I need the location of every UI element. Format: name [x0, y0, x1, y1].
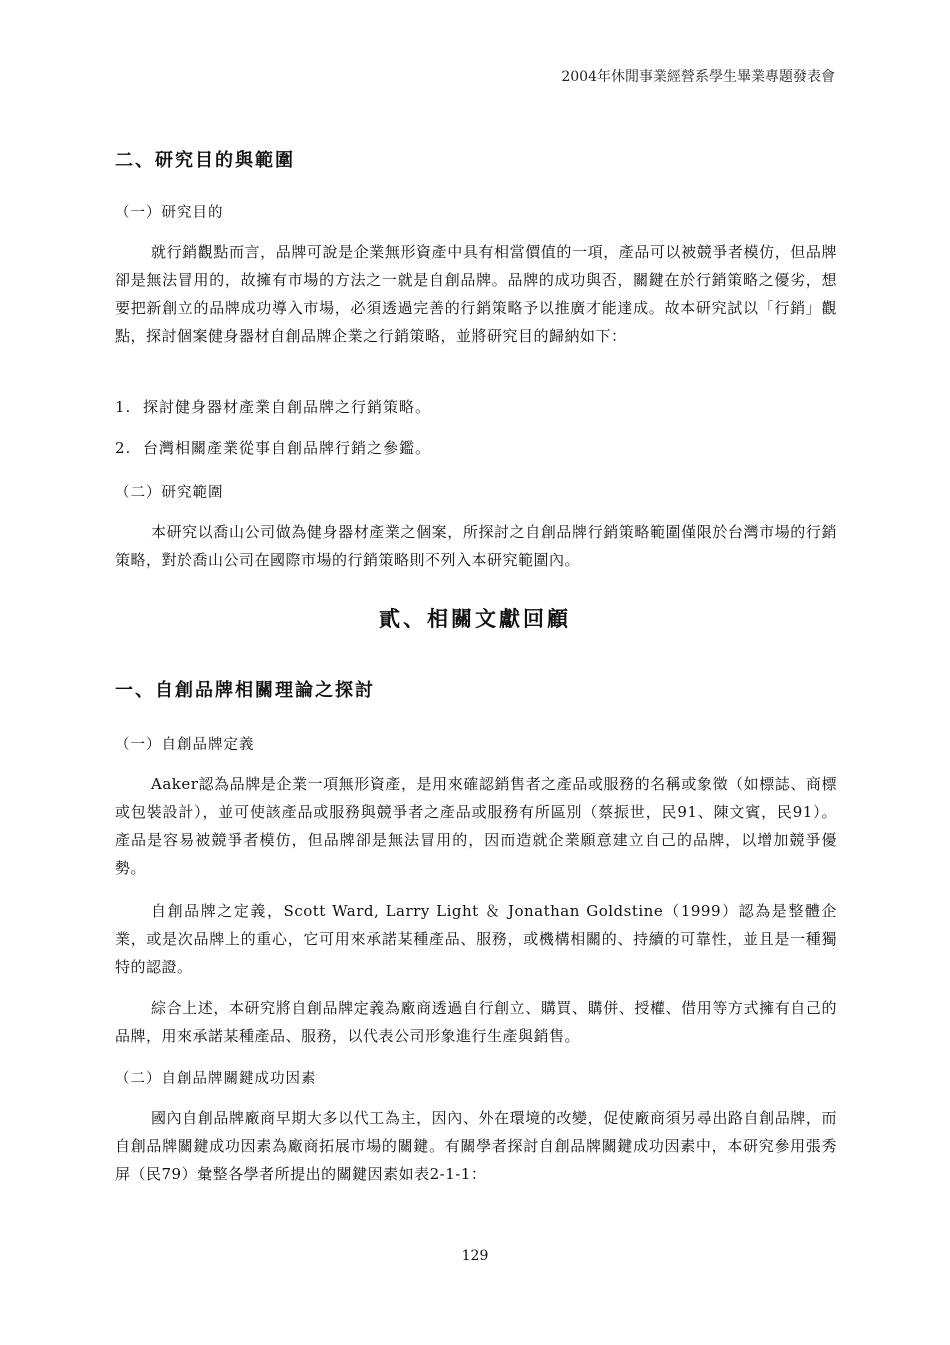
paragraph-brand-definition-2: 自創品牌之定義，Scott Ward, Larry Light ＆ Jonathan Goldstine（1999）認為是整體企業，或是次品牌上的重心，它可用來承諾某種產品、服務，或機構相關的、持續的可靠性，並且是一種獨特的認證。 — [115, 902, 837, 976]
subheading-brand-definition: （一）自創品牌定義 — [115, 737, 255, 753]
chapter-heading-literature-review: 貳、相關文獻回顧 — [379, 606, 571, 631]
paragraph-research-scope: 本研究以喬山公司做為健身器材產業之個案，所探討之自創品牌行銷策略範圍僅限於台灣市場的行銷策略，對於喬山公司在國際市場的行銷策略則不列入本研究範圍內。 — [115, 523, 837, 569]
subheading-research-scope: （二）研究範圍 — [115, 485, 224, 501]
paragraph-research-purpose: 就行銷觀點而言，品牌可說是企業無形資產中具有相當價值的一項，產品可以被競爭者模仿，但品牌卻是無法冒用的，故擁有市場的方法之一就是自創品牌。品牌的成功與否，關鍵在於行銷策略之優劣，想要把新創立的品牌成功導入市場，必須透過完善的行銷策略予以推廣才能達成。故本研究試以「行銷」觀點，探討個案健身器材自創品牌企業之行銷策略，並將研究目的歸納如下： — [115, 243, 837, 345]
section-heading-brand-theory: 一、自創品牌相關理論之探討 — [115, 680, 375, 701]
paragraph-brand-definition-summary: 綜合上述，本研究將自創品牌定義為廠商透過自行創立、購買、購併、授權、借用等方式擁有自己的品牌，用來承諾某種產品、服務，以代表公司形象進行生產與銷售。 — [115, 999, 837, 1045]
paragraph-key-success-factors: 國內自創品牌廠商早期大多以代工為主，因內、外在環境的改變，促使廠商須另尋出路自創品牌，而自創品牌關鍵成功因素為廠商拓展市場的關鍵。有關學者探討自創品牌關鍵成功因素中，本研究參用張秀屏（民79）彙整各學者所提出的關鍵因素如表2-1-1： — [115, 1109, 837, 1183]
paragraph-brand-definition: Aaker認為品牌是企業一項無形資產，是用來確認銷售者之產品或服務的名稱或象徵（如標誌、商標或包裝設計），並可使該產品或服務與競爭者之產品或服務有所區別（蔡振世，民91、陳文賓，民91）。產品是容易被競爭者模仿，但品牌卻是無法冒用的，因而造就企業願意建立自己的品牌，以增加競爭優勢。 — [115, 775, 837, 877]
list-item — [115, 396, 431, 417]
subheading-key-success-factors: （二）自創品牌關鍵成功因素 — [115, 1071, 317, 1087]
list-item-text: 台灣相關產業從事自創品牌行銷之參鑑。 — [143, 439, 432, 457]
list-item — [115, 437, 431, 458]
list-item-number: 1. — [115, 398, 132, 416]
section-heading-research-purpose: 二、研究目的與範圍 — [115, 150, 295, 171]
subheading-research-purpose: （一）研究目的 — [115, 205, 224, 221]
running-header: 2004年休閒事業經營系學生畢業專題發表會 — [561, 69, 835, 85]
list-item-number: 2. — [115, 439, 132, 457]
page-number: 129 — [461, 1248, 489, 1264]
list-item-text: 探討健身器材產業自創品牌之行銷策略。 — [143, 398, 432, 416]
